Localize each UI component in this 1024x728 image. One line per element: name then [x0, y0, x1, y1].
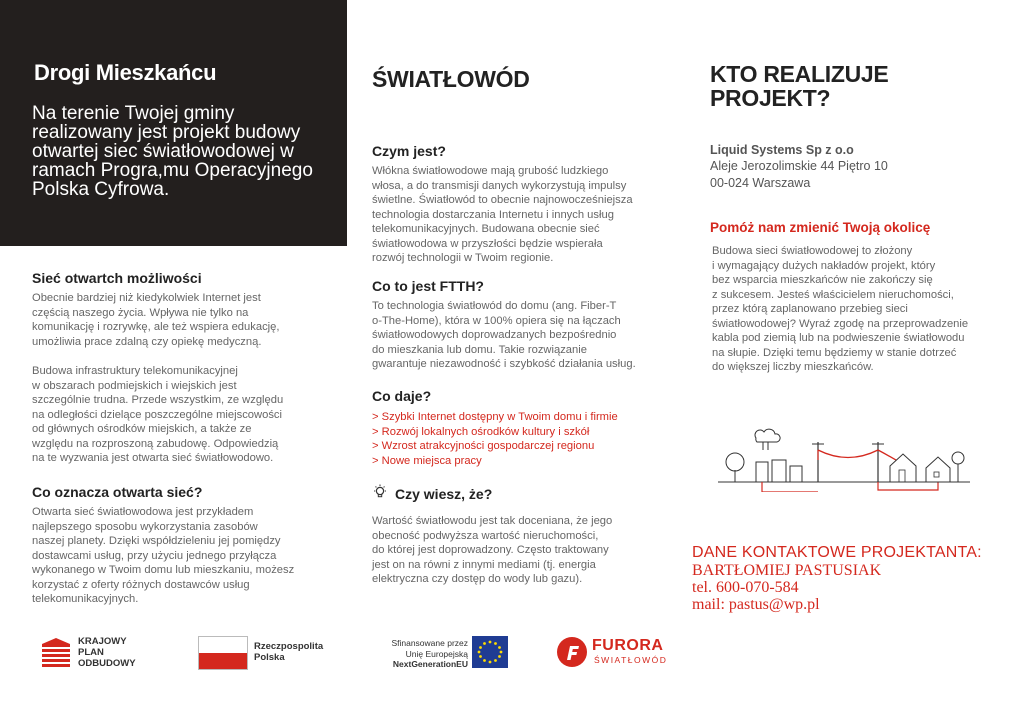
lightbulb-icon: [372, 484, 388, 500]
question-what-is: Czym jest?: [372, 143, 446, 159]
question-did-you-know: Czy wiesz, że?: [395, 486, 493, 502]
help-text: Budowa sieci światłowodowej to złożony i wymagający dużych nakładów projekt, który bez wsparcia mieszkańców nie zakończy się z sukcesem. Jesteś właścicielem nieruchomości, przez którą zaplanowano przebieg sieci światłowodowej? Wyraź zgodę na przeprowadzenie kabla pod ziemią lub na podwieszenie światłowodu na słupie. Dzięki temu będziemy w stanie dotrzeć do większej liczby mieszkańców.: [712, 245, 969, 373]
right-title: KTO REALIZUJE PROJEKT?: [710, 61, 889, 111]
section-title-open-network: Co oznacza otwarta sieć?: [32, 484, 203, 500]
answer-ftth: To technologia światłowód do domu (ang. Fiber-T o-The-Home), która w 100% opiera się na łączach światłowodowych doprowadzanych bezpośrednio do mieszkania lub domu. Takie rozwiązanie gwarantuje niezawodność i szybkość działania usług.: [372, 300, 636, 370]
contact-email[interactable]: mail: pastus@wp.pl: [692, 596, 820, 613]
kpo-line: PLAN: [78, 647, 104, 658]
contact-title: DANE KONTAKTOWE PROJEKTANTA:: [692, 544, 982, 561]
middle-title: ŚWIATŁOWÓD: [372, 66, 530, 92]
company-name: Liquid Systems Sp z o.o: [710, 143, 854, 157]
contact-name: BARTŁOMIEJ PASTUSIAK: [692, 562, 882, 579]
answer-did-you-know: Wartość światłowodu jest tak doceniana, że jego obecność podwyższa wartość nieruchomości, do której jest doprowadzony. Często traktowany jest on na równi z innymi mediami (tj. energia elektryczna czy dostęp do wody lub gazu).: [372, 515, 613, 585]
eu-logo-text: [368, 638, 468, 670]
polish-flag: [198, 636, 248, 670]
section-text-open-opportunities-1: Obecnie bardziej niż kiedykolwiek Internet jest częścią naszego życia. Wpływa nie tylko na komunikację i rozrywkę, ale też wspiera edukację, umożliwia prace zdalną czy opiekę medyczną.: [32, 292, 280, 348]
kpo-logo-icon: [40, 636, 72, 668]
help-title: Pomóż nam zmienić Twoją okolicę: [710, 220, 931, 235]
hero-text: Na terenie Twojej gminy realizowany jest projekt budowy otwartej siec światłowodowej w ramach Progra,mu Operacyjnego Polska Cyfrowa.: [32, 103, 313, 200]
eu-flag-icon: [472, 636, 508, 668]
benefit-item: > Nowe miejsca pracy: [372, 454, 482, 467]
kpo-line: ODBUDOWY: [78, 658, 136, 669]
rp-line: Polska: [254, 652, 285, 663]
benefit-item: > Rozwój lokalnych ośrodków kultury i szkół: [372, 425, 590, 438]
section-text-open-opportunities-2: Budowa infrastruktury telekomunikacyjnej w obszarach podmiejskich i wiejskich jest szczególnie trudna. Przede wszystkim, ze względu na odległości dzielące poszczególne miejscowości od głównych ośrodków miejskich, a także ze względu na rozproszoną zabudowę. Odpowiedzią na te wyzwania jest otwarta sieć światłowodowo.: [32, 365, 284, 464]
answer-what-is: Włókna światłowodowe mają grubość ludzkiego włosa, a do transmisji danych wykorzystują impulsy świetlne. Światłowód to obecnie najnowocześniejsza technologia dostarczania Internetu i innych usług telekomunikacyjnych. Budowana obecnie sieć światłowodowa w przyszłości będzie wspierała rozwój technologii w Twoim regionie.: [372, 165, 633, 264]
fiber-network-illustration: [718, 420, 970, 492]
eu-line: NextGenerationEU: [392, 659, 468, 669]
benefit-item: > Wzrost atrakcyjności gospodarczej regionu: [372, 440, 595, 453]
rp-line: Rzeczpospolita: [254, 641, 324, 652]
section-text-open-network: Otwarta sieć światłowodowa jest przykładem najlepszego sposobu wykorzystania zasobów naszej planety. Dzięki współdzieleniu jej pomiędzy dostawcami usług, przy użyciu jednego przyłącza wykonanego w Twoim domu lub mieszkaniu, możesz korzystać z oferty różnych dostawców usług telekomunikacyjnych.: [32, 506, 295, 605]
hero-title: Drogi Mieszkańcu: [34, 60, 217, 85]
furora-name: FURORA: [592, 637, 664, 654]
benefit-item: > Szybki Internet dostępny w Twoim domu i firmie: [372, 411, 618, 423]
eu-line: Sfinansowane przez: [391, 638, 468, 648]
company-address-2: 00-024 Warszawa: [710, 176, 811, 190]
furora-logo-icon: [556, 636, 588, 668]
question-ftth: Co to jest FTTH?: [372, 278, 484, 294]
section-title-open-opportunities: Sieć otwartch możliwości: [32, 270, 202, 286]
rp-logo-text: [254, 641, 323, 663]
furora-subtitle: ŚWIATŁOWÓD: [594, 655, 668, 665]
eu-line: Unię Europejską: [405, 648, 468, 659]
hero-banner: [0, 0, 347, 246]
kpo-line: KRAJOWY: [78, 636, 127, 647]
question-benefits: Co daje?: [372, 388, 432, 404]
kpo-logo-text: [78, 636, 136, 669]
benefits-list: [372, 410, 672, 468]
company-address-1: Aleje Jerozolimskie 44 Piętro 10: [710, 159, 888, 173]
contact-phone: tel. 600-070-584: [692, 579, 799, 596]
